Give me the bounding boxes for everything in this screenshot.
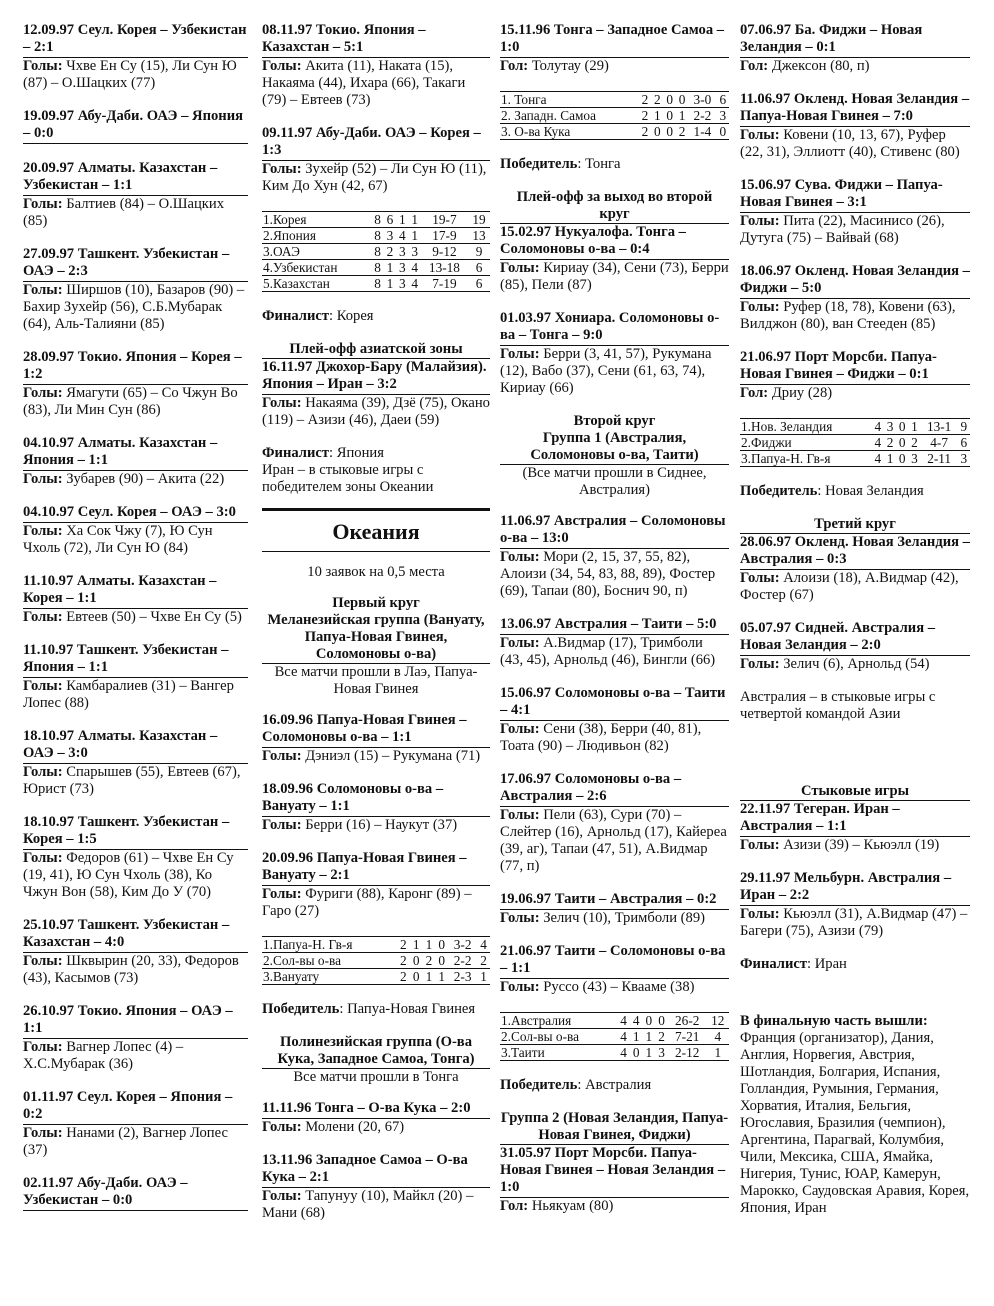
match-goals: Голы: Дэниэл (15) – Рукумана (71)	[262, 748, 481, 764]
match-goals: Голы: Евтеев (50) – Чхве Ен Су (5)	[23, 609, 242, 625]
stat-cell: 6	[468, 276, 490, 292]
table-row	[500, 108, 729, 124]
match-goals: Голы: Вагнер Лопес (4) – Х.С.Мубарак (36)	[23, 1039, 184, 1072]
table-row	[740, 419, 970, 435]
stat-cell: 0	[896, 419, 908, 435]
table-row	[262, 228, 490, 244]
stat-cell: 6	[717, 92, 729, 108]
match-goals: Голы: Мори (2, 15, 37, 55, 82), Алоизи (34, 54, 83, 88, 89), Фостер (69), Тапаи (80), Боснич 90, п)	[500, 549, 716, 599]
match-entry	[23, 22, 248, 92]
team-cell: 2.Фиджи	[740, 435, 872, 451]
match-title: 13.11.96 Западное Самоа – О-ва Кука – 2:1	[262, 1152, 490, 1188]
finalist-line: Финалист: Япония	[262, 445, 384, 461]
stat-cell: 0	[717, 124, 729, 140]
match-goals: Голы: Нанами (2), Вагнер Лопес (37)	[23, 1125, 228, 1158]
match-goals: Голы: Акита (11), Наката (15), Накаяма (44), Ихара (66), Такаги (79) – Евтеев (73)	[262, 58, 466, 108]
match-entry	[23, 814, 248, 901]
match-entry	[740, 22, 970, 75]
winner-line: Победитель: Папуа-Новая Гвинея	[262, 1001, 476, 1017]
stat-cell: 3	[655, 1045, 668, 1061]
stat-cell: 0	[630, 1045, 643, 1061]
stat-cell: 2	[477, 953, 490, 969]
match-title: 20.09.96 Папуа-Новая Гвинея – Вануату – 2:1	[262, 850, 490, 886]
match-goals: Голы: Кириау (34), Сени (73), Берри (85), Пели (87)	[500, 260, 729, 293]
table-row	[500, 92, 729, 108]
stat-cell: 0	[655, 1013, 668, 1029]
stat-cell: 2	[884, 435, 896, 451]
stat-cell: 8	[371, 276, 383, 292]
stat-cell: 9	[468, 244, 490, 260]
section-heading-round1: Первый круг Меланезийская группа (Вануату, Папуа-Новая Гвинея, Соломоновы о-ва) Все матчи прошли в Лаэ, Папуа-Новая Гвинея	[262, 595, 490, 698]
match-title: 15.06.97 Сува. Фиджи – Папуа-Новая Гвинея – 3:1	[740, 177, 970, 213]
match-entry	[740, 91, 970, 161]
stat-cell: 1	[643, 1029, 656, 1045]
match-title: 28.09.97 Токио. Япония – Корея – 1:2	[23, 349, 248, 385]
match-title: 11.10.97 Алматы. Казахстан – Корея – 1:1	[23, 573, 248, 609]
stat-cell: 1	[477, 969, 490, 985]
team-cell: 1.Нов. Зеландия	[740, 419, 872, 435]
match-goals: Голы: Зелич (6), Арнольд (54)	[740, 656, 930, 672]
stat-cell: 0	[664, 108, 676, 124]
team-cell: 2.Сол-вы о-ва	[262, 953, 397, 969]
match-goals: Голы: Балтиев (84) – О.Шацких (85)	[23, 196, 224, 229]
match-title: 16.09.96 Папуа-Новая Гвинея – Соломоновы о-ва – 1:1	[262, 712, 490, 748]
match-title: 11.06.97 Окленд. Новая Зеландия – Папуа-Новая Гвинея – 7:0	[740, 91, 970, 127]
stat-cell: 4	[408, 276, 420, 292]
match-goals: Голы: Берри (3, 41, 57), Рукумана (12), Вабо (37), Сени (61, 63, 74), Кириау (66)	[500, 346, 712, 396]
stat-cell: 0	[435, 937, 448, 953]
match-goals: Голы: Алоизи (18), А.Видмар (42), Фостер (67)	[740, 570, 959, 603]
match-entry	[23, 917, 248, 987]
standings-table-oceania-group2	[740, 418, 970, 467]
match-title: 13.06.97 Австралия – Таити – 5:0	[500, 616, 729, 635]
match-title: 04.10.97 Алматы. Казахстан – Япония – 1:1	[23, 435, 248, 471]
team-cell: 3.Папуа-Н. Гв-я	[740, 451, 872, 467]
match-title: 02.11.97 Абу-Даби. ОАЭ – Узбекистан – 0:0	[23, 1175, 248, 1211]
match-goals: Голы: Ковени (10, 13, 67), Руфер (22, 31), Эллиотт (40), Стивенс (80)	[740, 127, 960, 160]
stat-cell: 0	[643, 1013, 656, 1029]
match-title: 21.06.97 Порт Морсби. Папуа-Новая Гвинея – Фиджи – 0:1	[740, 349, 970, 385]
match-title: 28.06.97 Окленд. Новая Зеландия – Австралия – 0:3	[740, 534, 970, 570]
stat-cell: 4	[872, 451, 884, 467]
table-row	[740, 451, 970, 467]
match-goals: Голы: Сени (38), Берри (40, 81), Тоата (90) – Людивьон (82)	[500, 721, 702, 754]
stat-cell: 2	[676, 124, 688, 140]
match-goals: Голы: Пита (22), Масинисо (26), Дутуга (75) – Вайвай (68)	[740, 213, 945, 246]
stat-cell: 1	[408, 228, 420, 244]
table-row	[500, 124, 729, 140]
match-goals: Голы: Молени (20, 67)	[262, 1119, 405, 1135]
stat-cell: 12	[707, 1013, 729, 1029]
stat-cell: 8	[371, 260, 383, 276]
stat-cell: 13	[468, 228, 490, 244]
stat-cell: 1	[676, 108, 688, 124]
stat-cell: 4	[872, 435, 884, 451]
stat-cell: 1	[408, 212, 420, 228]
team-cell: 2.Сол-вы о-ва	[500, 1029, 617, 1045]
stat-cell: 4	[408, 260, 420, 276]
section-heading-polynesia: Полинезийская группа (О-ва Кука, Западное Самоа, Тонга) Все матчи прошли в Тонга	[262, 1034, 490, 1086]
stat-cell: 2	[397, 969, 410, 985]
match-entry	[23, 108, 248, 144]
stat-cell: 2	[655, 1029, 668, 1045]
stat-cell: 1	[410, 937, 423, 953]
table-row	[500, 1029, 729, 1045]
match-title: 09.11.97 Абу-Даби. ОАЭ – Корея – 1:3	[262, 125, 490, 161]
match-entry	[500, 685, 729, 755]
stat-cell: 6	[384, 212, 396, 228]
winner-line: Победитель: Тонга	[500, 156, 621, 172]
stat-cell: 8	[371, 244, 383, 260]
standings-table-asia-group-b	[262, 211, 490, 292]
match-entry	[262, 1100, 490, 1136]
table-row	[262, 276, 490, 292]
match-entry	[262, 712, 490, 765]
table-row	[500, 1013, 729, 1029]
stat-cell: 4	[707, 1029, 729, 1045]
match-title: 15.02.97 Нукуалофа. Тонга – Соломоновы о-ва – 0:4	[500, 224, 729, 260]
stat-cell: 7-19	[421, 276, 468, 292]
stat-cell: 1	[884, 451, 896, 467]
team-cell: 1.Австралия	[500, 1013, 617, 1029]
match-entry: 31.05.97 Порт Морсби. Папуа-Новая Гвинея – Новая Зеландия – 1:0 Гол: Ньякуам (80)	[500, 1145, 729, 1215]
match-title: 19.09.97 Абу-Даби. ОАЭ – Япония – 0:0	[23, 108, 248, 144]
stat-cell: 3	[958, 451, 970, 467]
match-entry	[262, 781, 490, 834]
match-goals: Голы: Спарышев (55), Евтеев (67), Юрист (73)	[23, 764, 241, 797]
stat-cell: 3-0	[688, 92, 716, 108]
standings-table-melanesia	[262, 936, 490, 985]
match-title: 29.11.97 Мельбурн. Австралия – Иран – 2:2	[740, 870, 970, 906]
table-row	[262, 212, 490, 228]
stat-cell: 2	[651, 92, 663, 108]
match-title: 01.11.97 Сеул. Корея – Япония – 0:2	[23, 1089, 248, 1125]
match-goals: Голы: Руссо (43) – Квааме (38)	[500, 979, 695, 995]
table-row	[262, 244, 490, 260]
stat-cell: 17-9	[421, 228, 468, 244]
team-cell: 1.Корея	[262, 212, 371, 228]
match-goals: Голы: Чхве Ен Су (15), Ли Сун Ю (87) – О.Шацких (77)	[23, 58, 237, 91]
table-row	[262, 260, 490, 276]
stat-cell: 3	[408, 244, 420, 260]
stat-cell: 3	[396, 260, 408, 276]
match-entry	[23, 349, 248, 419]
match-title: 11.06.97 Австралия – Соломоновы о-ва – 13:0	[500, 513, 729, 549]
stat-cell: 3-2	[448, 937, 477, 953]
team-cell: 2. Западн. Самоа	[500, 108, 639, 124]
stat-cell: 3	[396, 244, 408, 260]
match-entry	[23, 573, 248, 626]
match-title: 12.09.97 Сеул. Корея – Узбекистан – 2:1	[23, 22, 248, 58]
iran-note: Иран – в стыковые игры с победителем зоны Океании	[262, 462, 434, 495]
match-goals: Голы: Шквырин (20, 33), Федоров (43), Касымов (73)	[23, 953, 239, 986]
stat-cell: 1	[423, 969, 436, 985]
standings-table-polynesia	[500, 91, 729, 140]
match-title: 11.10.97 Ташкент. Узбекистан – Япония – 1:1	[23, 642, 248, 678]
match-entry	[500, 943, 729, 996]
stat-cell: 2-2	[688, 108, 716, 124]
match-entry	[500, 616, 729, 669]
stat-cell: 2	[639, 108, 651, 124]
match-goals: Голы: Фуриги (88), Каронг (89) – Гаро (27)	[262, 886, 472, 919]
section-heading-round2: Второй круг Группа 1 (Австралия, Соломоновы о-ва, Таити) (Все матчи прошли в Сиднее, Австралия)	[500, 413, 729, 499]
team-cell: 1.Папуа-Н. Гв-я	[262, 937, 397, 953]
match-goals: Голы: Зухейр (52) – Ли Сун Ю (11), Ким До Хун (42, 67)	[262, 161, 487, 194]
final-stage-title: В финальную часть вышли:	[740, 1013, 928, 1029]
section-heading-round3: Третий круг	[740, 516, 970, 534]
match-title: 04.10.97 Сеул. Корея – ОАЭ – 3:0	[23, 504, 248, 523]
stat-cell: 2-3	[448, 969, 477, 985]
match-entry	[23, 1003, 248, 1073]
stat-cell: 4-7	[921, 435, 958, 451]
stat-cell: 19-7	[421, 212, 468, 228]
stat-cell: 19	[468, 212, 490, 228]
stat-cell: 1	[707, 1045, 729, 1061]
stat-cell: 1	[435, 969, 448, 985]
table-row	[262, 969, 490, 985]
stat-cell: 1	[423, 937, 436, 953]
match-title: 08.11.97 Токио. Япония – Казахстан – 5:1	[262, 22, 490, 58]
finalist-line: Финалист: Корея	[262, 308, 374, 324]
stat-cell: 2	[423, 953, 436, 969]
match-entry	[500, 310, 729, 397]
team-cell: 4.Узбекистан	[262, 260, 371, 276]
match-entry	[262, 1152, 490, 1222]
match-entry	[500, 513, 729, 600]
match-title: 22.11.97 Тегеран. Иран – Австралия – 1:1	[740, 801, 970, 837]
match-goals: Голы: Азизи (39) – Кьюэлл (19)	[740, 837, 940, 853]
team-cell: 1. Тонга	[500, 92, 639, 108]
stat-cell: 1	[651, 108, 663, 124]
table-row	[262, 937, 490, 953]
match-entry	[740, 349, 970, 402]
match-goals: Голы: Камбаралиев (31) – Вангер Лопес (88)	[23, 678, 234, 711]
match-entry	[23, 504, 248, 557]
match-entry	[23, 1089, 248, 1159]
match-goals: Голы: Кьюэлл (31), А.Видмар (47) – Багери (75), Азизи (79)	[740, 906, 968, 939]
stat-cell: 2-2	[448, 953, 477, 969]
match-title: 05.07.97 Сидней. Австралия – Новая Зеландия – 2:0	[740, 620, 970, 656]
stat-cell: 1	[908, 419, 920, 435]
stat-cell: 0	[896, 451, 908, 467]
match-entry	[740, 177, 970, 247]
team-cell: 3.Таити	[500, 1045, 617, 1061]
finalist-line: Финалист: Иран	[740, 956, 847, 972]
stat-cell: 9-12	[421, 244, 468, 260]
stat-cell: 4	[617, 1045, 630, 1061]
match-entry	[262, 125, 490, 195]
match-title: 01.03.97 Хониара. Соломоновы о-ва – Тонга – 9:0	[500, 310, 729, 346]
match-entry	[23, 435, 248, 488]
stat-cell: 2	[397, 953, 410, 969]
table-row	[740, 435, 970, 451]
match-entry	[740, 263, 970, 333]
match-title: 25.10.97 Ташкент. Узбекистан – Казахстан – 4:0	[23, 917, 248, 953]
match-goals: Голы: Зелич (10), Тримболи (89)	[500, 910, 705, 926]
match-title: 18.10.97 Ташкент. Узбекистан – Корея – 1:5	[23, 814, 248, 850]
stat-cell: 4	[477, 937, 490, 953]
match-entry	[500, 891, 729, 927]
section-heading-group2: Группа 2 (Новая Зеландия, Папуа-Новая Гвинея, Фиджи)	[500, 1110, 729, 1143]
team-cell: 3. О-ва Кука	[500, 124, 639, 140]
stat-cell: 0	[676, 92, 688, 108]
winner-line: Победитель: Новая Зеландия	[740, 483, 924, 499]
stat-cell: 4	[617, 1013, 630, 1029]
stat-cell: 1-4	[688, 124, 716, 140]
stat-cell: 0	[435, 953, 448, 969]
match-goals: Голы: А.Видмар (17), Тримболи (43, 45), Арнольд (46), Бингли (66)	[500, 635, 716, 668]
match-entry: 16.11.97 Джохор-Бару (Малайзия). Япония – Иран – 3:2 Голы: Накаяма (39), Дзё (75), Окано (119) – Азизи (46), Даеи (59)	[262, 359, 490, 428]
stat-cell: 0	[896, 435, 908, 451]
match-title: 11.11.96 Тонга – О-ва Кука – 2:0	[262, 1100, 490, 1119]
stat-cell: 3	[396, 276, 408, 292]
stat-cell: 2-11	[921, 451, 958, 467]
stat-cell: 1	[396, 212, 408, 228]
stat-cell: 1	[384, 260, 396, 276]
column-4	[740, 22, 970, 1217]
stat-cell: 3	[717, 108, 729, 124]
match-entry	[23, 160, 248, 230]
stat-cell: 3	[884, 419, 896, 435]
section-heading-asia-playoff: Плей-офф азиатской зоны	[262, 341, 490, 359]
match-goals: Голы: Ха Сок Чжу (7), Ю Сун Чхоль (72), Ли Сун Ю (84)	[23, 523, 213, 556]
australia-note: Австралия – в стыковые игры с четвертой командой Азии	[740, 689, 936, 722]
stat-cell: 13-18	[421, 260, 468, 276]
match-entry	[740, 534, 970, 604]
match-title: 18.06.97 Окленд. Новая Зеландия – Фиджи – 5:0	[740, 263, 970, 299]
stat-cell: 6	[958, 435, 970, 451]
winner-line: Победитель: Австралия	[500, 1077, 652, 1093]
stat-cell: 2	[384, 244, 396, 260]
match-entry	[500, 771, 729, 875]
match-entry	[23, 728, 248, 798]
section-heading-oceania-playoff: Плей-офф за выход во второй круг	[500, 189, 729, 224]
match-entry: 15.11.96 Тонга – Западное Самоа – 1:0 Гол: Толутау (29)	[500, 22, 729, 75]
match-title: 20.09.97 Алматы. Казахстан – Узбекистан – 1:1	[23, 160, 248, 196]
stat-cell: 1	[643, 1045, 656, 1061]
match-title: 18.10.97 Алматы. Казахстан – ОАЭ – 3:0	[23, 728, 248, 764]
match-goals: Голы: Берри (16) – Наукут (37)	[262, 817, 458, 833]
column-1	[23, 22, 248, 1227]
stat-cell: 3	[908, 451, 920, 467]
match-entry	[23, 246, 248, 333]
stat-cell: 8	[371, 212, 383, 228]
match-title: 15.06.97 Соломоновы о-ва – Таити – 4:1	[500, 685, 729, 721]
stat-cell: 4	[872, 419, 884, 435]
team-cell: 3.Вануату	[262, 969, 397, 985]
stat-cell: 1	[630, 1029, 643, 1045]
match-goals: Голы: Зубарев (90) – Акита (22)	[23, 471, 225, 487]
stat-cell: 9	[958, 419, 970, 435]
match-goals: Голы: Ширшов (10), Базаров (90) – Бахир Зухейр (56), С.Б.Мубарак (64), Аль-Талияни (85)	[23, 282, 245, 332]
stat-cell: 8	[371, 228, 383, 244]
match-goals: Голы: Руфер (18, 78), Ковени (63), Вилджон (80), ван Стееден (85)	[740, 299, 956, 332]
stat-cell: 3	[384, 228, 396, 244]
stat-cell: 2	[397, 937, 410, 953]
match-goals: Гол: Дриу (28)	[740, 385, 833, 401]
team-cell: 3.ОАЭ	[262, 244, 371, 260]
column-2	[262, 22, 490, 1238]
match-title: 27.09.97 Ташкент. Узбекистан – ОАЭ – 2:3	[23, 246, 248, 282]
match-title: 07.06.97 Ба. Фиджи – Новая Зеландия – 0:1	[740, 22, 970, 58]
stat-cell: 13-1	[921, 419, 958, 435]
match-entry	[740, 620, 970, 673]
oceania-subtitle: 10 заявок на 0,5 места	[307, 564, 445, 580]
table-row	[262, 953, 490, 969]
table-row	[500, 1045, 729, 1061]
stat-cell: 0	[664, 124, 676, 140]
match-goals: Голы: Тапунуу (10), Майкл (20) – Мани (68)	[262, 1188, 474, 1221]
stat-cell: 4	[396, 228, 408, 244]
match-entry	[262, 850, 490, 920]
match-goals: Гол: Джексон (80, п)	[740, 58, 870, 74]
final-stage-list: Франция (организатор), Дания, Англия, Норвегия, Австрия, Шотландия, Болгария, Испания, Голландия, Румыния, Германия, Хорватия, Италия, Бельгия, Югославия, Бразилия (чемпион), Аргентина, Парагвай, Колумбия, Чили, Мексика, США, Ямайка, Нигерия, Тунис, ЮАР, Камерун, Марокко, Саудовская Аравия, Корея, Япония, Иран	[740, 1030, 970, 1216]
match-goals: Голы: Пели (63), Сури (70) – Слейтер (16), Арнольд (17), Кайереа (39, аг), Тапаи (47, 51), А.Видмар (77, п)	[500, 807, 727, 874]
stat-cell: 7-21	[668, 1029, 707, 1045]
match-goals: Голы: Ямагути (65) – Со Чжун Во (83), Ли Мин Сун (86)	[23, 385, 238, 418]
match-entry	[500, 224, 729, 294]
team-cell: 2.Япония	[262, 228, 371, 244]
standings-table-oceania-group1	[500, 1012, 729, 1061]
section-title-oceania: Океания	[262, 508, 490, 552]
match-goals: Голы: Федоров (61) – Чхве Ен Су (19, 41), Ю Сун Чхоль (38), Ко Чжун Вон (58), Ким До У (70)	[23, 850, 234, 900]
team-cell: 5.Казахстан	[262, 276, 371, 292]
match-entry	[740, 870, 970, 940]
match-title: 26.10.97 Токио. Япония – ОАЭ – 1:1	[23, 1003, 248, 1039]
stat-cell: 0	[651, 124, 663, 140]
stat-cell: 4	[630, 1013, 643, 1029]
stat-cell: 0	[410, 969, 423, 985]
stat-cell: 6	[468, 260, 490, 276]
stat-cell: 1	[384, 276, 396, 292]
match-title: 17.06.97 Соломоновы о-ва – Австралия – 2:6	[500, 771, 729, 807]
stat-cell: 0	[410, 953, 423, 969]
column-3	[500, 22, 729, 1231]
stat-cell: 4	[617, 1029, 630, 1045]
stat-cell: 2	[639, 92, 651, 108]
section-heading-intercontinental-playoff: Стыковые игры	[740, 783, 970, 801]
match-title: 19.06.97 Таити – Австралия – 0:2	[500, 891, 729, 910]
match-entry	[23, 642, 248, 712]
stat-cell: 26-2	[668, 1013, 707, 1029]
stat-cell: 2-12	[668, 1045, 707, 1061]
match-entry	[23, 1175, 248, 1211]
stat-cell: 0	[664, 92, 676, 108]
stat-cell: 2	[908, 435, 920, 451]
match-title: 21.06.97 Таити – Соломоновы о-ва – 1:1	[500, 943, 729, 979]
match-entry	[740, 801, 970, 854]
match-entry	[262, 22, 490, 109]
stat-cell: 2	[639, 124, 651, 140]
match-title: 18.09.96 Соломоновы о-ва – Вануату – 1:1	[262, 781, 490, 817]
